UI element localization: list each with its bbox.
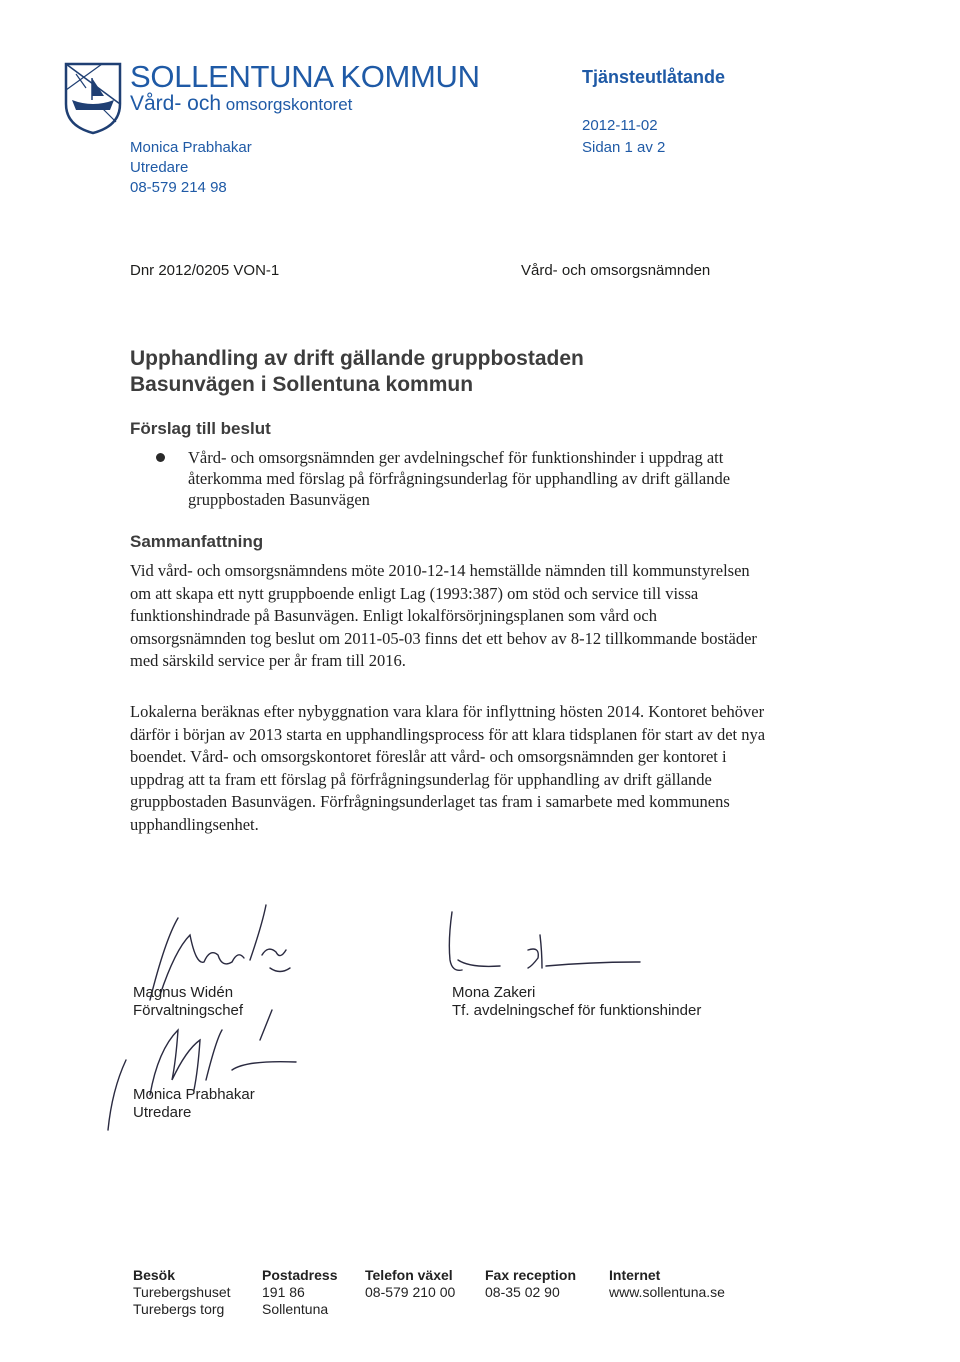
footer-phone: [365, 1267, 455, 1301]
organization-name: SOLLENTUNA KOMMUN: [130, 59, 480, 94]
signatory-2-name: Mona Zakeri: [452, 984, 536, 1001]
footer-post-line-2: Sollentuna: [262, 1301, 329, 1317]
signatory-2-title: Tf. avdelningschef för funktionshinder: [452, 1002, 702, 1019]
signatory-3-title: Utredare: [133, 1104, 192, 1121]
document-meta: [582, 115, 665, 159]
office-name-prefix: Vård- och: [130, 92, 222, 115]
coat-of-arms-logo: [62, 60, 124, 136]
sender-block: [130, 138, 252, 198]
footer-fax: [485, 1267, 576, 1301]
sender-role: Utredare: [130, 159, 189, 176]
signature-mona: [449, 912, 640, 970]
sender-name: Monica Prabhakar: [130, 139, 252, 156]
footer-visit-line-2: Turebergs torg: [133, 1301, 225, 1317]
summary-paragraph-1: Vid vård- och omsorgsnämndens möte 2010-12-14 hemställde nämnden till kommunstyrelsen om att skapa ett nytt gruppboende enligt Lag (1993:387) om stöd och service till vissa funktionshindrade på Basunvägen. Enligt lokalförsörjningsplanen som vård och omsorgsnämnden tog beslut om 2011-05-03 finns det ett behov av 8-12 tillkommande bostäder med särskild service per år fram till 2016.: [130, 561, 757, 670]
document-type: Tjänsteutlåtande: [582, 67, 726, 87]
footer-phone-label: Telefon växel: [365, 1267, 453, 1283]
footer-visit-label: Besök: [133, 1267, 176, 1283]
footer-post-label: Postadress: [262, 1267, 338, 1283]
footer-phone-value: 08-579 210 00: [365, 1284, 456, 1300]
footer-web-link[interactable]: www.sollentuna.se: [609, 1284, 725, 1300]
page-number: Sidan 1 av 2: [582, 139, 666, 156]
document-date: 2012-11-02: [582, 117, 658, 134]
signatory-3-name: Monica Prabhakar: [133, 1086, 255, 1103]
title-line-2: Basunvägen i Sollentuna kommun: [130, 373, 474, 396]
footer-post-line-1: 191 86: [262, 1284, 305, 1300]
footer-visit: [133, 1267, 231, 1318]
recipient: Vård- och omsorgsnämnden: [521, 262, 711, 279]
proposal-heading: Förslag till beslut: [130, 419, 271, 438]
summary-heading: Sammanfattning: [130, 532, 264, 551]
footer-fax-value: 08-35 02 90: [485, 1284, 560, 1300]
office-name-suffix: omsorgskontoret: [225, 95, 353, 114]
sender-phone: 08-579 214 98: [130, 179, 227, 196]
signatory-1-name: Magnus Widén: [133, 984, 234, 1001]
proposal-bullet-text: Vård- och omsorgsnämnden ger avdelningschef för funktionshinder i uppdrag att återkomma med förslag på förfrågningsunderlag för upphandling av drift gällande gruppbostaden Basunvägen: [188, 448, 731, 509]
reference-number: Dnr 2012/0205 VON-1: [130, 262, 280, 279]
footer-postal-address: [262, 1267, 337, 1318]
office-name: [130, 94, 352, 115]
footer-visit-line-1: Turebergshuset: [133, 1284, 231, 1300]
document-title: [130, 346, 584, 398]
title-line-1: Upphandling av drift gällande gruppbostaden: [130, 347, 584, 370]
footer-internet: [609, 1267, 725, 1301]
summary-paragraph-2: Lokalerna beräknas efter nybyggnation vara klara för inflyttning hösten 2014. Kontoret behöver därför i början av 2013 starta en upphandlingsprocess för att klara tidsplanen för start av det nya boendet. Vård- och omsorgskontoret föreslår att vård- och omsorgsnämnden ger kontoret i uppdrag att ta fram ett förslag på förfrågningsunderlag för upphandling av drift gällande gruppbostaden Basunvägen. Förfrågningsunderlaget tas fram i samarbete med kommunens upphandlingsenhet.: [130, 702, 766, 834]
footer-fax-label: Fax reception: [485, 1267, 577, 1283]
footer-web-label: Internet: [609, 1267, 661, 1283]
bullet-icon: [156, 453, 165, 462]
signatory-1-title: Förvaltningschef: [133, 1002, 244, 1019]
